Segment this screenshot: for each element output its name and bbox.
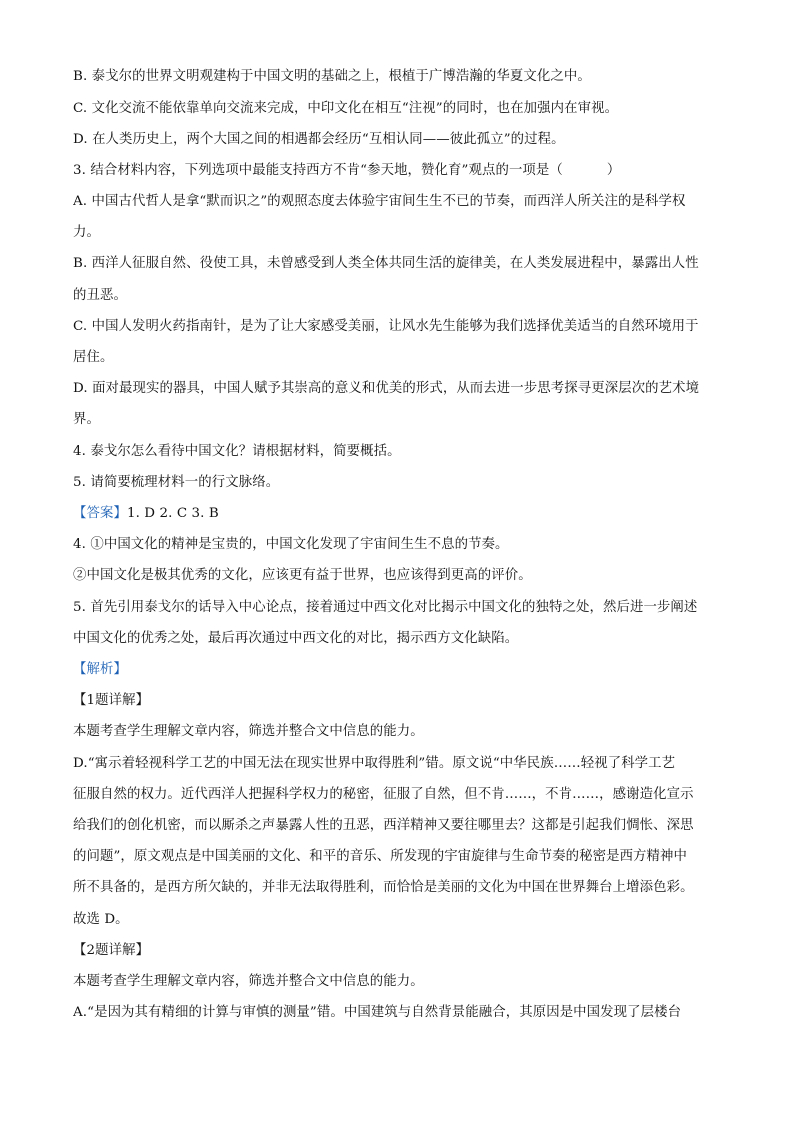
answer-5-line1: 5. 首先引用泰戈尔的话导入中心论点，接着通过中西文化对比揭示中国文化的独特之处，然后进一步阐述	[73, 600, 698, 615]
question-3	[73, 161, 733, 181]
option-3a-line1: A. 中国古代哲人是拿“默而识之”的观照态度去体验宇宙间生生不已的节奏，而西洋人所关注的是科学权	[73, 194, 686, 209]
q1-detail-conclusion: 故选 D。	[73, 912, 129, 927]
q2-detail-heading: 【2题详解】	[73, 943, 150, 958]
question-3-close: ）	[606, 163, 621, 178]
question-4: 4. 泰戈尔怎么看待中国文化？请根据材料，简要概括。	[73, 444, 401, 459]
q1-detail-line3: 给我们的创化机密，而以厮杀之声暴露人性的丑恶，西洋精神又要往哪里去？这都是引起我们惆怅、深思	[73, 818, 694, 833]
question-5: 5. 请简要梳理材料一的行文脉络。	[73, 475, 280, 490]
option-1c: C. 文化交流不能依靠单向交流来完成，中印文化在相互“注视”的同时，也在加强内在审视。	[73, 101, 619, 116]
q2-detail-intro: 本题考查学生理解文章内容，筛选并整合文中信息的能力。	[73, 974, 424, 989]
answer-5-line2: 中国文化的优秀之处，最后再次通过中西文化的对比，揭示西方文化缺陷。	[73, 631, 519, 646]
option-3d-line1: D. 面对最现实的器具，中国人赋予其崇高的意义和优美的形式，从而去进一步思考探寻更深层次的艺术境	[73, 381, 700, 396]
option-3c-line2: 居住。	[73, 350, 114, 365]
answer-heading-line	[73, 504, 733, 524]
answer-4-line2: ②中国文化是极其优秀的文化，应该更有益于世界，也应该得到更高的评价。	[73, 568, 532, 583]
question-3-text: 3. 结合材料内容，下列选项中最能支持西方不肯“参天地，赞化育”观点的一项是（	[73, 163, 563, 178]
option-3b-line1: B. 西洋人征服自然、役使工具，未曾感受到人类全体共同生活的旋律美，在人类发展进程中，暴露出人性	[73, 256, 699, 271]
q1-detail-line2: 征服自然的权力。近代西洋人把握科学权力的秘密，征服了自然，但不肯……，不肯……，感谢造化宣示	[73, 787, 694, 802]
q1-detail-heading: 【1题详解】	[73, 693, 150, 708]
option-1d: D. 在人类历史上，两个大国之间的相遇都会经历“互相认同——彼此孤立”的过程。	[73, 132, 565, 147]
q1-detail-line5: 所不具备的，是西方所欠缺的，并非无法取得胜利，而恰恰是美丽的文化为中国在世界舞台上增添色彩。	[73, 880, 694, 895]
q1-detail-intro: 本题考查学生理解文章内容，筛选并整合文中信息的能力。	[73, 724, 424, 739]
option-3d-line2: 界。	[73, 412, 100, 427]
option-3a-line2: 力。	[73, 225, 100, 240]
q1-detail-line1: D.“寓示着轻视科学工艺的中国无法在现实世界中取得胜利”错。原文说“中华民族……轻视了科学工艺	[73, 756, 676, 771]
answer-4-line1: 4. ①中国文化的精神是宝贵的，中国文化发现了宇宙间生生不息的节奏。	[73, 537, 509, 552]
q1-detail-line4: 的问题”，原文观点是中国美丽的文化、和平的音乐、所发现的宇宙旋律与生命节奏的秘密是西方精神中	[73, 849, 688, 864]
answer-heading: 【答案】	[73, 506, 127, 521]
option-3b-line2: 的丑恶。	[73, 288, 127, 303]
answer-choices: 1. D 2. C 3. B	[126, 506, 219, 521]
option-3c-line1: C. 中国人发明火药指南针，是为了让大家感受美丽，让风水先生能够为我们选择优美适当的自然环境用于	[73, 319, 699, 334]
option-1b: B. 泰戈尔的世界文明观建构于中国文明的基础之上，根植于广博浩瀚的华夏文化之中。	[73, 69, 591, 84]
analysis-heading: 【解析】	[73, 662, 127, 677]
q2-detail-line1: A.“是因为其有精细的计算与审慎的测量”错。中国建筑与自然背景能融合，其原因是中国发现了层楼台	[73, 1005, 682, 1020]
